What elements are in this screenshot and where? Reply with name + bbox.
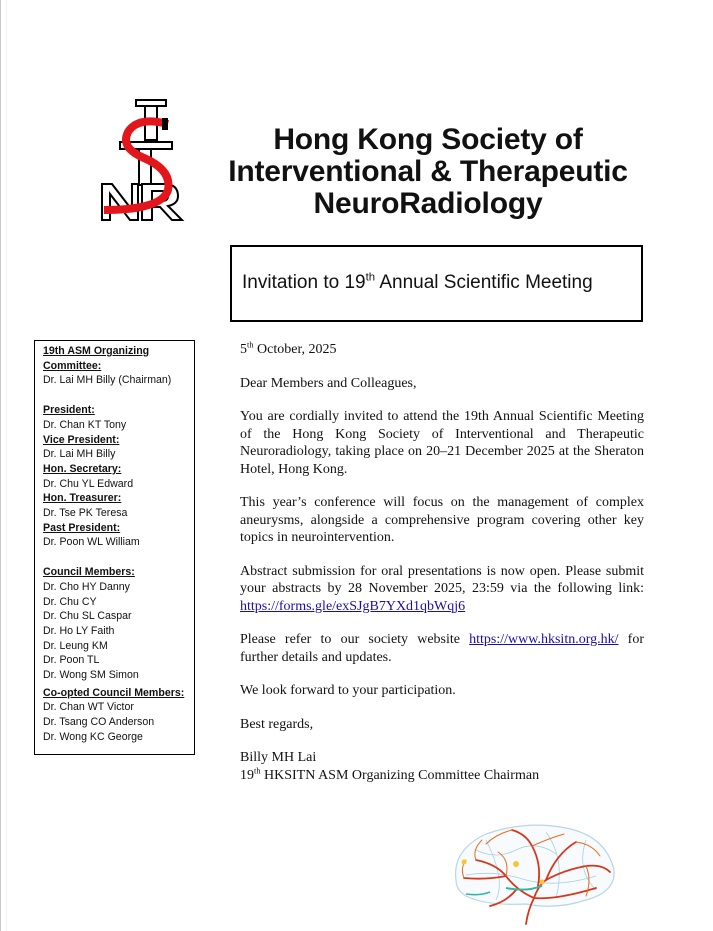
sig-sup: th xyxy=(254,765,261,775)
letter-closing: Best regards, xyxy=(240,716,314,732)
title-prefix: Invitation to 19 xyxy=(242,272,366,293)
section-heading-council-members: Council Members: xyxy=(43,566,135,579)
brain-vasculature-icon xyxy=(446,820,621,926)
society-name-line-3: NeuroRadiology xyxy=(313,187,543,220)
member-name: Dr. Chu CY xyxy=(43,595,97,608)
member-name: Dr. Chan WT Victor xyxy=(43,701,134,714)
section-heading-vice-president: Vice President: xyxy=(43,433,120,446)
invitation-title xyxy=(242,272,593,294)
page-margin-line xyxy=(6,0,7,931)
member-name: Dr. Ho LY Faith xyxy=(43,624,115,637)
title-suffix: Annual Scientific Meeting xyxy=(375,272,593,293)
page-edge xyxy=(0,0,1,931)
society-name-line-1: Hong Kong Society of xyxy=(273,123,583,156)
letter-paragraph-2: This year’s conference will focus on the management of complex aneurysms, alongside a comprehensive program covering other key topics in neurointervention. xyxy=(240,495,644,545)
society-website-link[interactable]: https://www.hksitn.org.hk/ xyxy=(469,632,619,647)
member-name: Dr. Chan KT Tony xyxy=(43,418,127,431)
member-name: Dr. Poon WL William xyxy=(43,536,140,549)
letter-date xyxy=(240,341,644,359)
member-name: Dr. Tsang CO Anderson xyxy=(43,716,155,729)
letter-salutation: Dear Members and Colleagues, xyxy=(240,375,417,391)
section-heading-asm-committee: 19th ASM Organizing xyxy=(43,345,150,357)
member-name: Dr. Wong SM Simon xyxy=(43,669,139,682)
sig-num: 19 xyxy=(240,767,254,783)
date-rest: October, 2025 xyxy=(253,342,337,357)
letter-paragraph-4 xyxy=(240,631,644,666)
section-heading-past-president: Past President: xyxy=(43,521,121,534)
signature-name: Billy MH Lai xyxy=(240,750,317,765)
abstract-form-link[interactable]: https://forms.gle/exSJgB7YXd1qbWqj6 xyxy=(240,598,466,614)
committee-sidebar xyxy=(34,340,195,755)
letter-paragraph-3 xyxy=(240,563,644,616)
society-name-line-2: Interventional & Therapeutic xyxy=(228,155,628,188)
date-sup: th xyxy=(247,340,254,350)
para4-after: for further details and updates. xyxy=(240,632,645,665)
member-name: Dr. Cho HY Danny xyxy=(43,580,130,593)
society-name xyxy=(212,124,644,220)
member-name: Dr. Tse PK Teresa xyxy=(43,507,128,520)
para4-before: Please refer to our society website xyxy=(240,632,470,647)
section-heading-asm-committee-cont: Committee: xyxy=(43,359,102,372)
para3-text: Abstract submission for oral presentations is now open. Please submit your abstracts by 28 November 2025, 23:59 via the following link: xyxy=(240,563,644,596)
date-day: 5 xyxy=(240,342,247,357)
letter-body xyxy=(240,341,644,784)
section-heading-co-opted-members: Co-opted Council Members: xyxy=(43,686,185,699)
sig-rest: HKSITN ASM Organizing Committee Chairman xyxy=(260,767,540,783)
letter-paragraph-1: You are cordially invited to attend the 19th Annual Scientific Meeting of the Hong Kong Society of Interventional and Therapeutic Neuroradiology, taking place on 20–21 December 2025 at the Sheraton Hotel, Hong Kong. xyxy=(240,409,644,477)
member-name: Dr. Lai MH Billy xyxy=(43,448,116,461)
section-heading-hon-secretary: Hon. Secretary: xyxy=(43,462,122,475)
hksitn-logo-icon xyxy=(98,98,190,222)
section-heading-president: President: xyxy=(43,404,95,417)
member-name: Dr. Wong KC George xyxy=(43,730,143,743)
signature-title xyxy=(240,767,644,785)
member-name: Dr. Lai MH Billy (Chairman) xyxy=(43,374,172,387)
member-name: Dr. Chu YL Edward xyxy=(43,477,134,490)
invitation-title-box xyxy=(230,245,643,322)
member-name: Dr. Chu SL Caspar xyxy=(43,610,132,623)
letter-paragraph-5: We look forward to your participation. xyxy=(240,683,456,698)
section-heading-hon-treasurer: Hon. Treasurer: xyxy=(43,492,122,505)
title-sup: th xyxy=(365,271,376,284)
member-name: Dr. Poon TL xyxy=(43,654,100,667)
member-name: Dr. Leung KM xyxy=(43,639,108,652)
